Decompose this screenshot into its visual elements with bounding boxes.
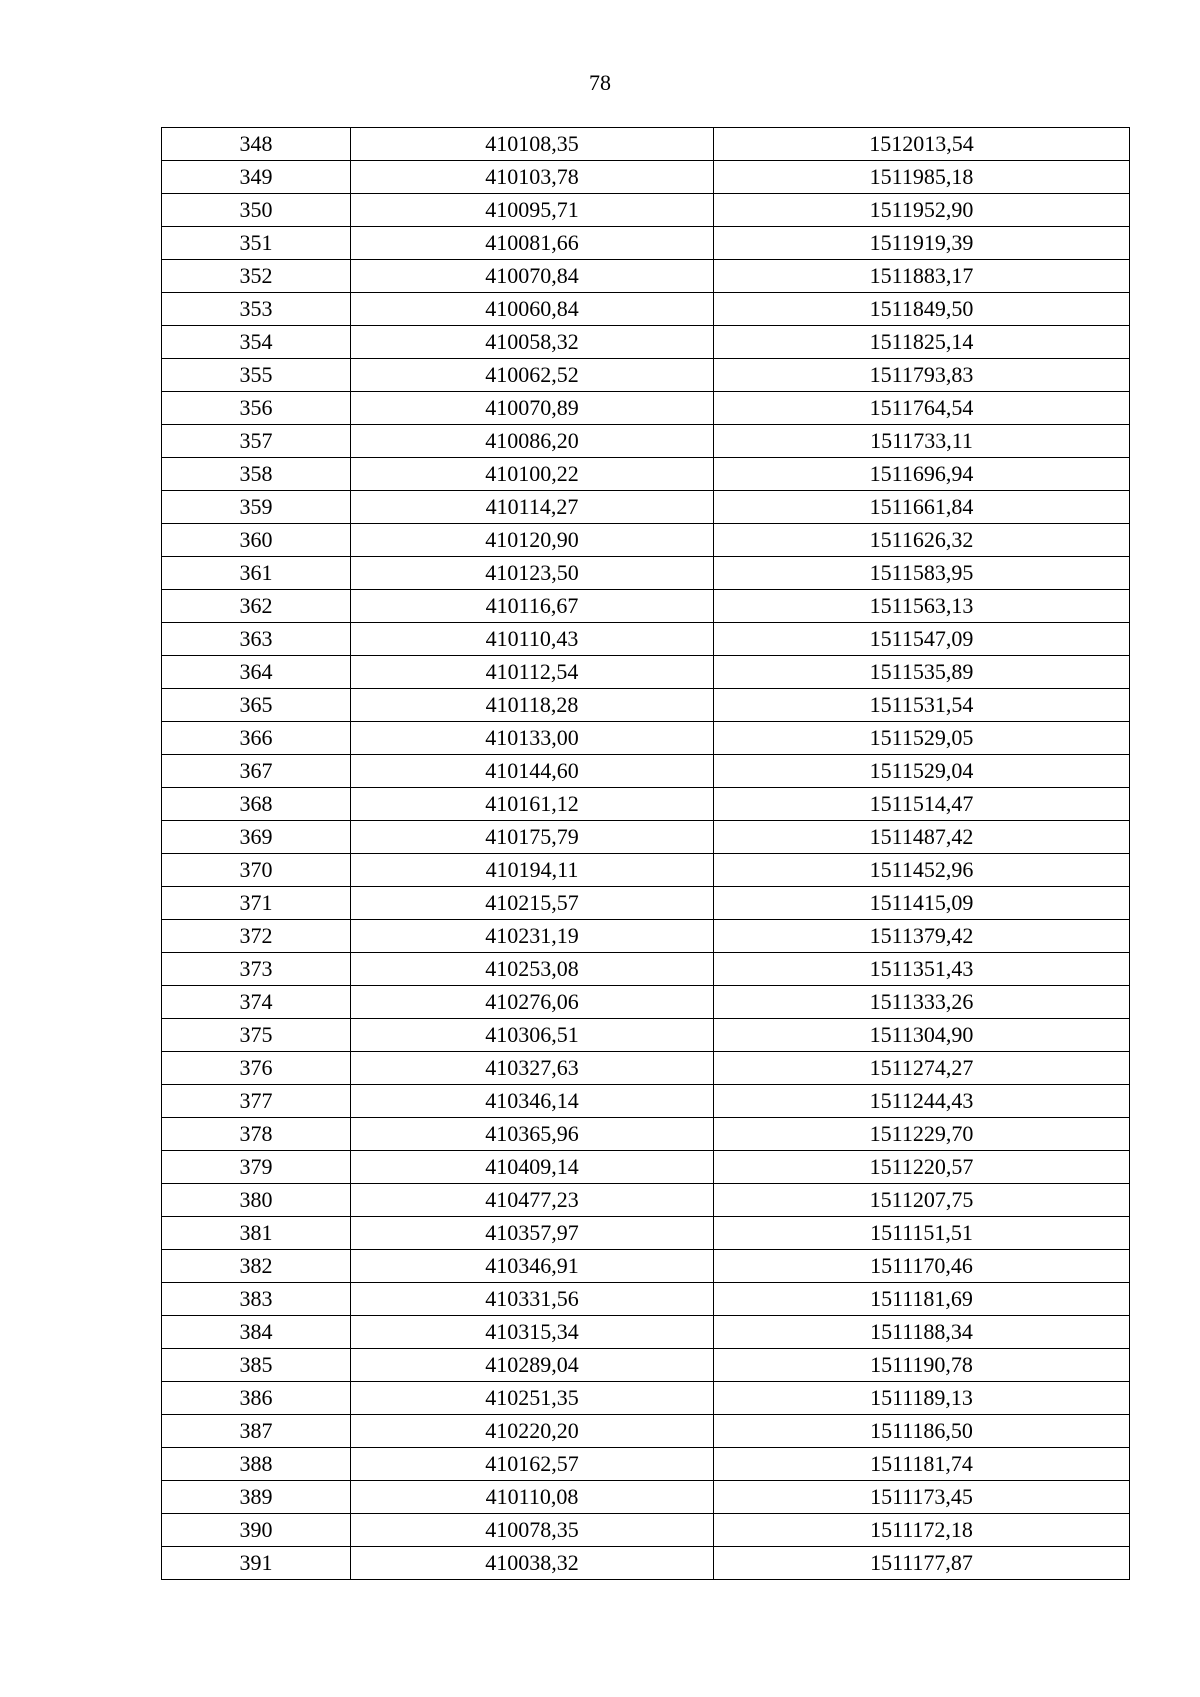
point-number-cell: 348	[162, 128, 351, 161]
x-coordinate-cell: 410108,35	[351, 128, 714, 161]
table-row	[162, 1481, 1130, 1514]
point-number-cell: 349	[162, 161, 351, 194]
table-row	[162, 722, 1130, 755]
point-number-cell: 374	[162, 986, 351, 1019]
table-row	[162, 1349, 1130, 1382]
point-number-cell: 363	[162, 623, 351, 656]
table-row	[162, 1547, 1130, 1580]
table-row	[162, 425, 1130, 458]
table-row	[162, 623, 1130, 656]
point-number-cell: 380	[162, 1184, 351, 1217]
point-number-cell: 370	[162, 854, 351, 887]
point-number-cell: 365	[162, 689, 351, 722]
table-row	[162, 1415, 1130, 1448]
x-coordinate-cell: 410231,19	[351, 920, 714, 953]
table-row	[162, 887, 1130, 920]
table-row	[162, 1250, 1130, 1283]
point-number-cell: 388	[162, 1448, 351, 1481]
y-coordinate-cell: 1511883,17	[714, 260, 1130, 293]
x-coordinate-cell: 410215,57	[351, 887, 714, 920]
table-row	[162, 1151, 1130, 1184]
x-coordinate-cell: 410062,52	[351, 359, 714, 392]
point-number-cell: 364	[162, 656, 351, 689]
y-coordinate-cell: 1511351,43	[714, 953, 1130, 986]
table-row	[162, 161, 1130, 194]
table-row	[162, 128, 1130, 161]
point-number-cell: 379	[162, 1151, 351, 1184]
table-row	[162, 656, 1130, 689]
x-coordinate-cell: 410276,06	[351, 986, 714, 1019]
coordinates-table-body	[162, 128, 1130, 1580]
x-coordinate-cell: 410081,66	[351, 227, 714, 260]
point-number-cell: 376	[162, 1052, 351, 1085]
x-coordinate-cell: 410070,84	[351, 260, 714, 293]
point-number-cell: 367	[162, 755, 351, 788]
x-coordinate-cell: 410253,08	[351, 953, 714, 986]
point-number-cell: 350	[162, 194, 351, 227]
y-coordinate-cell: 1511793,83	[714, 359, 1130, 392]
y-coordinate-cell: 1511452,96	[714, 854, 1130, 887]
point-number-cell: 359	[162, 491, 351, 524]
y-coordinate-cell: 1511173,45	[714, 1481, 1130, 1514]
table-row	[162, 854, 1130, 887]
y-coordinate-cell: 1511531,54	[714, 689, 1130, 722]
x-coordinate-cell: 410110,08	[351, 1481, 714, 1514]
y-coordinate-cell: 1511583,95	[714, 557, 1130, 590]
table-row	[162, 1316, 1130, 1349]
y-coordinate-cell: 1511151,51	[714, 1217, 1130, 1250]
table-row	[162, 986, 1130, 1019]
point-number-cell: 378	[162, 1118, 351, 1151]
x-coordinate-cell: 410116,67	[351, 590, 714, 623]
y-coordinate-cell: 1511181,74	[714, 1448, 1130, 1481]
y-coordinate-cell: 1511186,50	[714, 1415, 1130, 1448]
y-coordinate-cell: 1511244,43	[714, 1085, 1130, 1118]
table-row	[162, 1283, 1130, 1316]
table-row	[162, 755, 1130, 788]
point-number-cell: 387	[162, 1415, 351, 1448]
y-coordinate-cell: 1511172,18	[714, 1514, 1130, 1547]
table-row	[162, 227, 1130, 260]
x-coordinate-cell: 410161,12	[351, 788, 714, 821]
y-coordinate-cell: 1511535,89	[714, 656, 1130, 689]
point-number-cell: 381	[162, 1217, 351, 1250]
table-row	[162, 392, 1130, 425]
point-number-cell: 389	[162, 1481, 351, 1514]
table-row	[162, 1118, 1130, 1151]
x-coordinate-cell: 410112,54	[351, 656, 714, 689]
x-coordinate-cell: 410100,22	[351, 458, 714, 491]
point-number-cell: 383	[162, 1283, 351, 1316]
table-row	[162, 458, 1130, 491]
table-row	[162, 920, 1130, 953]
table-row	[162, 953, 1130, 986]
point-number-cell: 354	[162, 326, 351, 359]
x-coordinate-cell: 410289,04	[351, 1349, 714, 1382]
point-number-cell: 371	[162, 887, 351, 920]
point-number-cell: 353	[162, 293, 351, 326]
y-coordinate-cell: 1511733,11	[714, 425, 1130, 458]
table-row	[162, 1052, 1130, 1085]
y-coordinate-cell: 1511825,14	[714, 326, 1130, 359]
table-row	[162, 1382, 1130, 1415]
x-coordinate-cell: 410251,35	[351, 1382, 714, 1415]
y-coordinate-cell: 1511379,42	[714, 920, 1130, 953]
point-number-cell: 361	[162, 557, 351, 590]
point-number-cell: 358	[162, 458, 351, 491]
y-coordinate-cell: 1512013,54	[714, 128, 1130, 161]
y-coordinate-cell: 1511190,78	[714, 1349, 1130, 1382]
y-coordinate-cell: 1511985,18	[714, 161, 1130, 194]
y-coordinate-cell: 1511220,57	[714, 1151, 1130, 1184]
x-coordinate-cell: 410194,11	[351, 854, 714, 887]
x-coordinate-cell: 410331,56	[351, 1283, 714, 1316]
y-coordinate-cell: 1511514,47	[714, 788, 1130, 821]
x-coordinate-cell: 410220,20	[351, 1415, 714, 1448]
x-coordinate-cell: 410327,63	[351, 1052, 714, 1085]
point-number-cell: 357	[162, 425, 351, 458]
coordinates-table	[161, 127, 1130, 1580]
table-row	[162, 491, 1130, 524]
point-number-cell: 362	[162, 590, 351, 623]
y-coordinate-cell: 1511563,13	[714, 590, 1130, 623]
y-coordinate-cell: 1511849,50	[714, 293, 1130, 326]
table-row	[162, 194, 1130, 227]
y-coordinate-cell: 1511487,42	[714, 821, 1130, 854]
y-coordinate-cell: 1511547,09	[714, 623, 1130, 656]
x-coordinate-cell: 410070,89	[351, 392, 714, 425]
y-coordinate-cell: 1511661,84	[714, 491, 1130, 524]
x-coordinate-cell: 410357,97	[351, 1217, 714, 1250]
table-row	[162, 326, 1130, 359]
x-coordinate-cell: 410133,00	[351, 722, 714, 755]
y-coordinate-cell: 1511415,09	[714, 887, 1130, 920]
point-number-cell: 384	[162, 1316, 351, 1349]
table-row	[162, 590, 1130, 623]
y-coordinate-cell: 1511189,13	[714, 1382, 1130, 1415]
point-number-cell: 377	[162, 1085, 351, 1118]
point-number-cell: 375	[162, 1019, 351, 1052]
x-coordinate-cell: 410120,90	[351, 524, 714, 557]
x-coordinate-cell: 410086,20	[351, 425, 714, 458]
table-row	[162, 1019, 1130, 1052]
x-coordinate-cell: 410477,23	[351, 1184, 714, 1217]
x-coordinate-cell: 410060,84	[351, 293, 714, 326]
table-row	[162, 788, 1130, 821]
x-coordinate-cell: 410114,27	[351, 491, 714, 524]
table-row	[162, 260, 1130, 293]
y-coordinate-cell: 1511626,32	[714, 524, 1130, 557]
y-coordinate-cell: 1511170,46	[714, 1250, 1130, 1283]
x-coordinate-cell: 410144,60	[351, 755, 714, 788]
point-number-cell: 391	[162, 1547, 351, 1580]
y-coordinate-cell: 1511529,04	[714, 755, 1130, 788]
y-coordinate-cell: 1511529,05	[714, 722, 1130, 755]
table-row	[162, 1217, 1130, 1250]
table-row	[162, 1448, 1130, 1481]
table-row	[162, 1184, 1130, 1217]
x-coordinate-cell: 410365,96	[351, 1118, 714, 1151]
x-coordinate-cell: 410346,91	[351, 1250, 714, 1283]
x-coordinate-cell: 410306,51	[351, 1019, 714, 1052]
point-number-cell: 369	[162, 821, 351, 854]
y-coordinate-cell: 1511274,27	[714, 1052, 1130, 1085]
table-row	[162, 359, 1130, 392]
y-coordinate-cell: 1511177,87	[714, 1547, 1130, 1580]
table-row	[162, 821, 1130, 854]
x-coordinate-cell: 410110,43	[351, 623, 714, 656]
x-coordinate-cell: 410078,35	[351, 1514, 714, 1547]
x-coordinate-cell: 410346,14	[351, 1085, 714, 1118]
x-coordinate-cell: 410095,71	[351, 194, 714, 227]
table-row	[162, 524, 1130, 557]
x-coordinate-cell: 410118,28	[351, 689, 714, 722]
point-number-cell: 360	[162, 524, 351, 557]
y-coordinate-cell: 1511304,90	[714, 1019, 1130, 1052]
y-coordinate-cell: 1511919,39	[714, 227, 1130, 260]
y-coordinate-cell: 1511764,54	[714, 392, 1130, 425]
point-number-cell: 390	[162, 1514, 351, 1547]
point-number-cell: 373	[162, 953, 351, 986]
y-coordinate-cell: 1511229,70	[714, 1118, 1130, 1151]
x-coordinate-cell: 410058,32	[351, 326, 714, 359]
y-coordinate-cell: 1511188,34	[714, 1316, 1130, 1349]
table-row	[162, 1085, 1130, 1118]
page-number: 78	[589, 70, 611, 95]
y-coordinate-cell: 1511333,26	[714, 986, 1130, 1019]
point-number-cell: 351	[162, 227, 351, 260]
table-row	[162, 293, 1130, 326]
y-coordinate-cell: 1511696,94	[714, 458, 1130, 491]
x-coordinate-cell: 410103,78	[351, 161, 714, 194]
point-number-cell: 382	[162, 1250, 351, 1283]
table-row	[162, 557, 1130, 590]
point-number-cell: 386	[162, 1382, 351, 1415]
x-coordinate-cell: 410038,32	[351, 1547, 714, 1580]
point-number-cell: 385	[162, 1349, 351, 1382]
y-coordinate-cell: 1511207,75	[714, 1184, 1130, 1217]
point-number-cell: 352	[162, 260, 351, 293]
point-number-cell: 368	[162, 788, 351, 821]
x-coordinate-cell: 410315,34	[351, 1316, 714, 1349]
point-number-cell: 366	[162, 722, 351, 755]
x-coordinate-cell: 410123,50	[351, 557, 714, 590]
table-row	[162, 689, 1130, 722]
y-coordinate-cell: 1511181,69	[714, 1283, 1130, 1316]
x-coordinate-cell: 410162,57	[351, 1448, 714, 1481]
point-number-cell: 372	[162, 920, 351, 953]
x-coordinate-cell: 410409,14	[351, 1151, 714, 1184]
point-number-cell: 355	[162, 359, 351, 392]
x-coordinate-cell: 410175,79	[351, 821, 714, 854]
point-number-cell: 356	[162, 392, 351, 425]
y-coordinate-cell: 1511952,90	[714, 194, 1130, 227]
table-row	[162, 1514, 1130, 1547]
